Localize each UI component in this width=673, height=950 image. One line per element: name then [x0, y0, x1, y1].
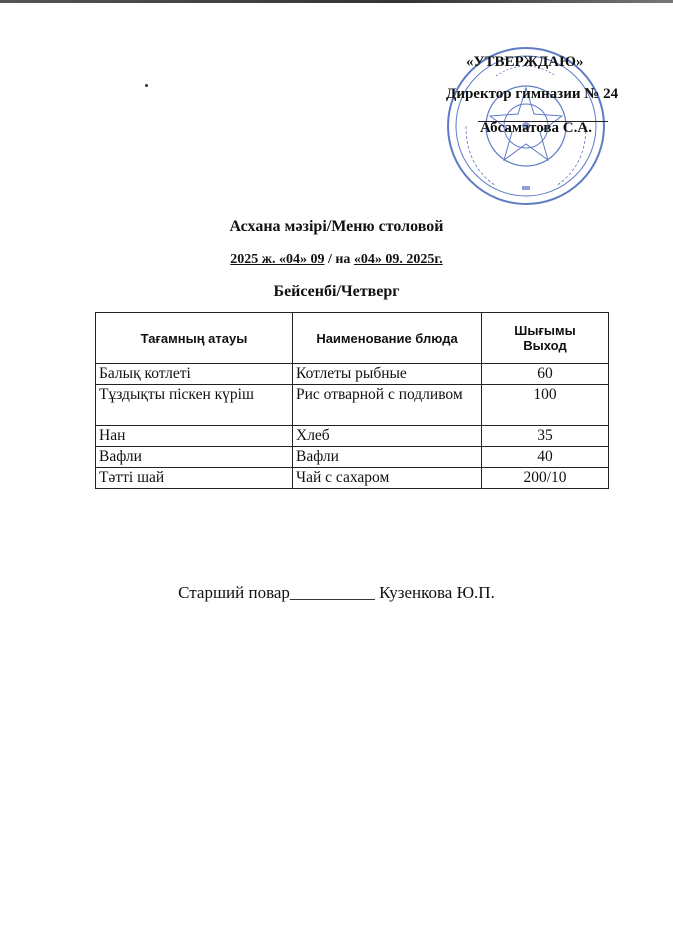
col-header-yield — [482, 313, 609, 364]
date-separator: / на — [324, 252, 354, 267]
cell-ru: Котлеты рыбные — [293, 364, 482, 385]
cell-ru: Рис отварной с подливом — [293, 385, 482, 426]
menu-title: Асхана мәзірі/Меню столовой — [229, 218, 444, 235]
cell-kz: Нан — [96, 426, 293, 447]
col-header-yield-kz: Шығымы — [514, 323, 576, 338]
approval-title: «УТВЕРЖДАЮ» — [466, 54, 584, 70]
table-row — [96, 385, 609, 426]
chef-signature: Старший повар__________ Кузенкова Ю.П. — [178, 583, 495, 602]
approval-name: Абсаматова С.А. — [480, 120, 592, 136]
scan-speck — [145, 84, 148, 87]
menu-table — [95, 312, 609, 489]
approval-position: Директор гимназии № 24 — [446, 86, 619, 102]
cell-kz: Балық котлеті — [96, 364, 293, 385]
cell-yield: 100 — [482, 385, 609, 426]
table-row — [96, 468, 609, 489]
cell-ru: Вафли — [293, 447, 482, 468]
menu-date — [0, 252, 673, 268]
cell-kz: Тұздықты піскен күріш — [96, 385, 293, 426]
table-header-row — [96, 313, 609, 364]
table-row — [96, 364, 609, 385]
cell-yield: 40 — [482, 447, 609, 468]
approval-block — [420, 50, 660, 180]
table-row — [96, 447, 609, 468]
cell-kz: Вафли — [96, 447, 293, 468]
table-row — [96, 426, 609, 447]
date-part-1: 2025 ж. «04» 09 — [230, 252, 325, 267]
col-header-ru: Наименование блюда — [293, 313, 482, 364]
col-header-kz: Тағамның атауы — [96, 313, 293, 364]
cell-yield: 200/10 — [482, 468, 609, 489]
scan-edge-line — [0, 0, 673, 3]
col-header-yield-ru: Выход — [523, 338, 567, 353]
date-part-2: «04» 09. 2025г. — [353, 252, 443, 267]
cell-ru: Чай с сахаром — [293, 468, 482, 489]
menu-day: Бейсенбі/Четверг — [273, 283, 400, 300]
cell-yield: 60 — [482, 364, 609, 385]
cell-kz: Тәтті шай — [96, 468, 293, 489]
cell-yield: 35 — [482, 426, 609, 447]
cell-ru: Хлеб — [293, 426, 482, 447]
